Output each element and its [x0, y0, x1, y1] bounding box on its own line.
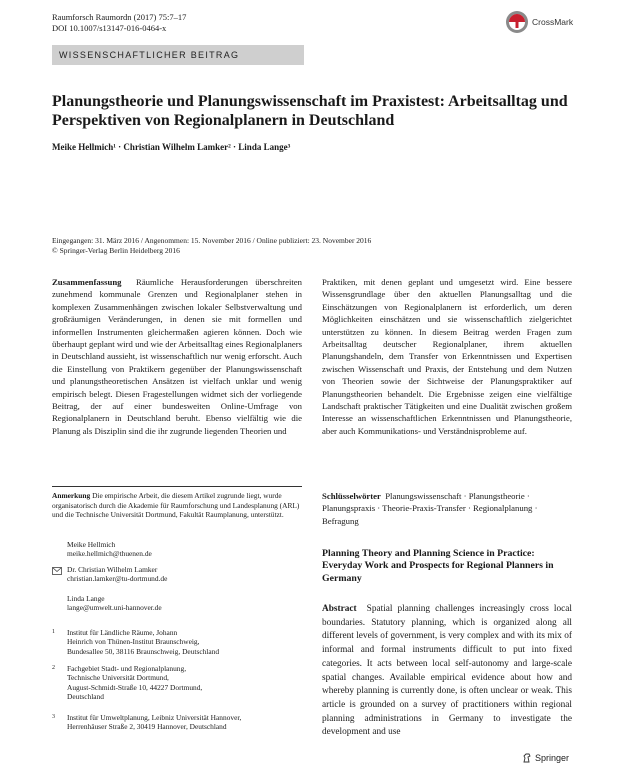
affiliation-line: Institut für Umweltplanung, Leibniz Universität Hannover, [67, 713, 242, 722]
keywords-de [322, 490, 572, 527]
abstract-de-left [52, 276, 302, 437]
english-title: Planning Theory and Planning Science in Practice: Everyday Work and Prospects for Regional Planners in Germany [322, 548, 554, 584]
affiliation-number: 1 [52, 629, 55, 635]
springer-horse-icon [522, 753, 532, 763]
contact-name: Dr. Christian Wilhelm Lamker [67, 565, 158, 574]
note-text: Die empirische Arbeit, die diesem Artikel zugrunde liegt, wurde organisatorisch durch die Akademie für Raumforschung und Landesplanung (ARL) und die Technische Universität Dortmund, Fakultät Raumplanung, unterstützt. [52, 491, 300, 520]
abstract-de-text-right: Praktiken, mit denen geplant und umgesetzt wird. Eine bessere Wissensgrundlage über den aktuellen Planungsalltag und die Einschätzungen von Regionalplanern ist erforderlich, um deren Möglichkeiten einschätzen und sie wissenschaftlich zielgerichtet unterstützen zu können. In diesem Beitrag werden Fragen zum Arbeitsalltag deutscher Regionalplaner, ihrem aktuellen Planungshandeln, dem Transfer von Erkenntnissen und Expertisen zwischen Wissenschaft und Praxis, der Entstehung und dem Nutzen von Theorien sowie der Sichtweise der Planungspraktiker auf Planungstheorien behandelt. Die Ergebnisse zeigen eine vielfältige Landschaft praktischer Tätigkeiten und eine Dualität zwischen großem Interesse an wissenschaftlichen Erkenntnissen und Planungstheorie, aber auch Kommunikations- und Verständnisprobleme auf. [322, 277, 572, 436]
publication-dates [52, 236, 371, 256]
affiliation-number: 3 [52, 714, 55, 720]
affiliation-1 [67, 628, 302, 656]
affiliation-3 [67, 713, 302, 732]
journal-header [52, 12, 186, 34]
doi[interactable]: DOI 10.1007/s13147-016-0464-x [52, 23, 167, 33]
affiliation-line: Herrenhäuser Straße 2, 30419 Hannover, Deutschland [67, 722, 227, 732]
abstract-en-label: Abstract [322, 604, 357, 614]
envelope-icon [52, 567, 62, 575]
publisher-name: Springer [535, 753, 570, 763]
contact-email[interactable]: meike.hellmich@thuenen.de [67, 549, 152, 559]
contact-entry [67, 540, 152, 559]
funding-note [52, 491, 302, 520]
contact-name: Linda Lange [67, 594, 105, 603]
article-title: Planungstheorie und Planungswissenschaft im Praxistest: Arbeitsalltag und Perspektiven von Regionalplanern in Deutschland [52, 93, 568, 129]
contact-email[interactable]: christian.lamker@tu-dortmund.de [67, 574, 168, 584]
journal-citation: Raumforsch Raumordn (2017) 75:7–17 [52, 12, 187, 22]
abstract-de-right [322, 276, 572, 437]
publisher-footer [522, 753, 569, 763]
abstract-en-text: Spatial planning challenges increasingly cross local boundaries. Statutory planning, which is organized along all different levels of government, is very complex and with its mix of informal and formal instruments difficult to put into fixed categories. It acts between local self-autonomy and large-scale spatial changes. Available empirical evidence about how and whereby planning is currently done, is often unclear or weak. This article is grounded on a survey of practitioners within regional planning administrations in Germany to investigate the development and use [322, 604, 572, 738]
affiliation-line: Institut für Ländliche Räume, Johann [67, 628, 178, 637]
copyright: © Springer-Verlag Berlin Heidelberg 2016 [52, 246, 180, 255]
affiliation-line: August-Schmidt-Straße 10, 44227 Dortmund, [67, 682, 203, 692]
affiliation-line: Fachgebiet Stadt- und Regionalplanung, [67, 664, 187, 673]
contact-name: Meike Hellmich [67, 540, 116, 549]
affiliation-line: Deutschland [67, 692, 104, 702]
footnote-rule [52, 486, 302, 487]
keywords-label: Schlüsselwörter [322, 491, 381, 501]
affiliation-number: 2 [52, 665, 55, 671]
author-list[interactable]: Meike Hellmich¹ · Christian Wilhelm Lamker² · Linda Lange³ [52, 142, 291, 152]
crossmark-label: CrossMark [532, 17, 574, 27]
contact-entry-corresponding [67, 565, 167, 584]
contact-email[interactable]: lange@umwelt.uni-hannover.de [67, 603, 162, 613]
crossmark-icon [505, 10, 529, 34]
abstract-en [322, 603, 572, 740]
keywords-text: Planungswissenschaft · Planungstheorie · Planungspraxis · Theorie-Praxis-Transfer · Regionalplanung · Befragung [322, 491, 538, 526]
section-label: WISSENSCHAFTLICHER BEITRAG [52, 45, 304, 65]
affiliation-2 [67, 664, 302, 702]
crossmark-badge[interactable] [505, 10, 573, 34]
affiliation-line: Technische Universität Dortmund, [67, 673, 169, 683]
contact-entry [67, 594, 162, 613]
abstract-de-label: Zusammenfassung [52, 277, 122, 287]
history-dates: Eingegangen: 31. März 2016 / Angenommen: 15. November 2016 / Online publiziert: 23. November 2016 [52, 236, 372, 245]
note-label: Anmerkung [52, 491, 91, 500]
affiliation-line: Heinrich von Thünen-Institut Braunschweig, [67, 637, 200, 647]
affiliation-line: Bundesallee 50, 38116 Braunschweig, Deutschland [67, 646, 220, 656]
abstract-de-text-left: Räumliche Herausforderungen überschreiten zunehmend kommunale Grenzen und Regionalplaner stehen in komplexen Zusammenhängen zwischen lokaler Selbstverwaltung und großräumigen Veränderungen, in denen sie mit formellen und informellen Instrumenten gleichermaßen agieren können. Doch wie überhaupt geplant wird und wie der Arbeitsalltag eines Regionalplaners in Deutschland aussieht, ist wissenschaftlich nur wenig erforscht. Auch die Einstellung von Praktikern gegenüber der Planungswissenschaft und planungstheoretischen Ansätzen ist vielfach unklar und wenig empirisch belegt. Diesen Fragestellungen widmet sich der vorliegende Beitrag, der auf einer bundesweiten Online-Umfrage von Regionalplanern in Deutschland beruht. Ebenso vielfältig wie die Planung als Disziplin sind die ihr zugrunde liegenden Theorien und [52, 277, 303, 436]
